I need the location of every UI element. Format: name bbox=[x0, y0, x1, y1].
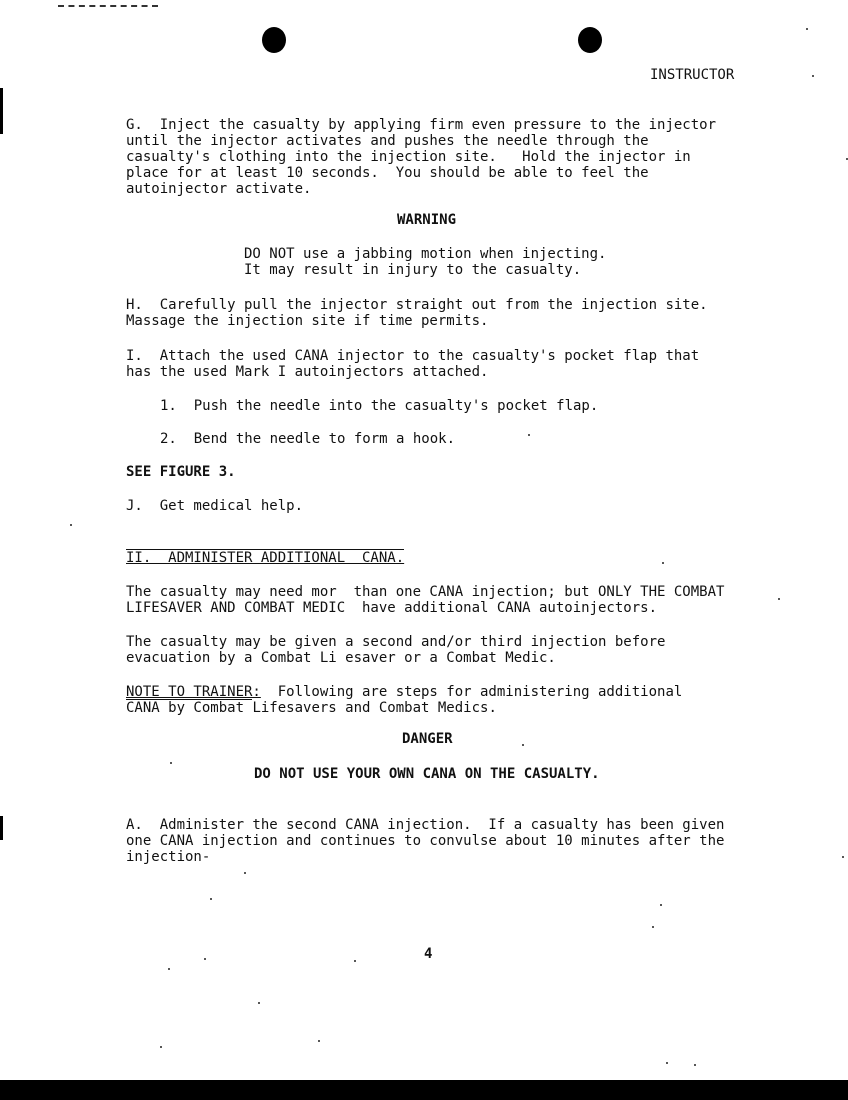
scan-speck bbox=[528, 434, 530, 436]
step-a-paragraph: A. Administer the second CANA injection. If a casualty has been given one CANA injection and continues to convulse about 10 minutes after the injection- bbox=[126, 817, 725, 865]
scan-speck bbox=[694, 1064, 696, 1066]
see-figure-text: SEE FIGURE 3. bbox=[126, 464, 236, 480]
note-line-2-rest: Lifesavers and Combat Medics. bbox=[252, 700, 497, 716]
danger-text: DO NOT USE YOUR OWN CANA ON THE CASUALTY. bbox=[254, 766, 600, 782]
note-to-trainer-line-2 bbox=[126, 700, 497, 716]
note-text: Following are steps for administering additional bbox=[260, 684, 683, 700]
scan-speck bbox=[660, 904, 662, 906]
step-i-sub-2: 2. Bend the needle to form a hook. bbox=[160, 431, 456, 447]
scan-artifact bbox=[58, 5, 158, 8]
scan-speck bbox=[160, 1046, 162, 1048]
scan-speck bbox=[168, 968, 170, 970]
section-ii-heading: II. ADMINISTER ADDITIONAL CANA. bbox=[126, 550, 405, 566]
scan-speck bbox=[842, 856, 844, 858]
warning-title: WARNING bbox=[397, 212, 457, 228]
scan-speck bbox=[522, 744, 524, 746]
note-line-2-underlined: CANA by Combat bbox=[126, 700, 253, 716]
scan-speck bbox=[244, 872, 246, 874]
binder-hole-right bbox=[578, 27, 602, 53]
scan-speck bbox=[778, 598, 780, 600]
note-to-trainer-line-1 bbox=[126, 684, 682, 700]
step-j-text: J. Get medical help. bbox=[126, 498, 304, 514]
scan-speck bbox=[652, 926, 654, 928]
scan-speck bbox=[662, 562, 664, 564]
header-label: INSTRUCTOR bbox=[650, 67, 735, 83]
scan-speck bbox=[666, 1062, 668, 1064]
binder-hole-left bbox=[262, 27, 286, 53]
page-number: 4 bbox=[424, 946, 433, 962]
scan-speck bbox=[204, 958, 206, 960]
step-i-sub-1: 1. Push the needle into the casualty's pocket flap. bbox=[160, 398, 599, 414]
scan-speck bbox=[258, 1002, 260, 1004]
scan-edge-mark bbox=[0, 816, 3, 840]
scan-speck bbox=[812, 75, 814, 77]
section-ii-para-1: The casualty may need mor than one CANA injection; but ONLY THE COMBAT LIFESAVER AND COMBAT MEDIC have additional CANA autoinjectors. bbox=[126, 584, 725, 616]
scan-speck bbox=[806, 28, 808, 30]
step-g-paragraph: G. Inject the casualty by applying firm even pressure to the injector until the injector activates and pushes the needle through the casualty's clothing into the injection site. Hold the injector in place for at least 10 seconds. You should be able to feel the autoinjector activate. bbox=[126, 117, 717, 197]
scan-speck bbox=[170, 762, 172, 764]
scan-edge-mark bbox=[0, 88, 3, 134]
step-i-paragraph: I. Attach the used CANA injector to the casualty's pocket flap that has the used Mark I autoinjectors attached. bbox=[126, 348, 700, 380]
scan-speck bbox=[318, 1040, 320, 1042]
section-ii-para-2: The casualty may be given a second and/or third injection before evacuation by a Combat Li esaver or a Combat Medic. bbox=[126, 634, 666, 666]
danger-title: DANGER bbox=[402, 731, 453, 747]
scan-bottom-bar bbox=[0, 1080, 848, 1100]
step-h-paragraph: H. Carefully pull the injector straight out from the injection site. Massage the injection site if time permits. bbox=[126, 297, 708, 329]
scan-speck bbox=[354, 960, 356, 962]
warning-text: DO NOT use a jabbing motion when injecting. It may result in injury to the casualty. bbox=[244, 246, 607, 278]
scan-speck bbox=[210, 898, 212, 900]
note-label: NOTE TO TRAINER: bbox=[126, 684, 261, 700]
scan-speck bbox=[70, 524, 72, 526]
